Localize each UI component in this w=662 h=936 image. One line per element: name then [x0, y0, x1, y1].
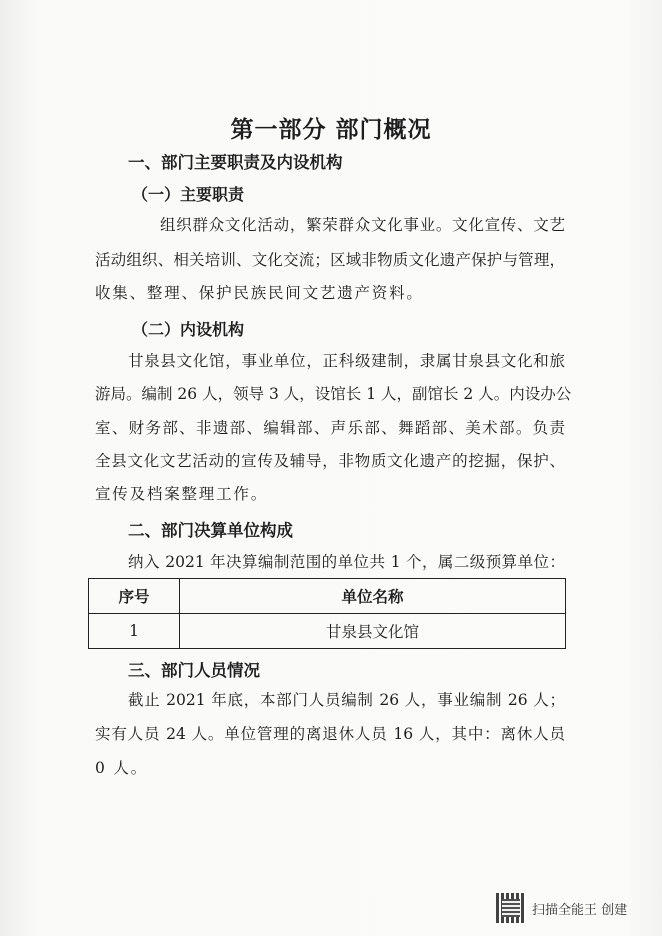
- cell-unit-name: 甘泉县文化馆: [180, 614, 566, 649]
- cell-index: 1: [89, 614, 180, 649]
- paragraph-line: 纳入 2021 年决算编制范围的单位共 1 个，属二级预算单位：: [128, 553, 565, 571]
- paragraph-line: 活动组织、相关培训、文化交流；区域非物质文化遗产保护与管理，: [95, 251, 565, 269]
- paragraph-line: 游局。编制 26 人，领导 3 人，设馆长 1 人，副馆长 2 人。内设办公: [95, 385, 572, 403]
- section2-heading: 二、部门决算单位构成: [128, 521, 293, 540]
- table-row: [89, 614, 566, 649]
- header-unit-name: 单位名称: [180, 579, 566, 614]
- table-header-row: [89, 579, 566, 614]
- section1-heading: 一、部门主要职责及内设机构: [128, 153, 343, 172]
- paragraph-line: 组织群众文化活动，繁荣群众文化事业。文化宣传、文艺: [160, 216, 565, 234]
- page-title: 第一部分 部门概况: [230, 117, 432, 143]
- paragraph-line: 0 人。: [95, 759, 148, 777]
- paragraph-line: 甘泉县文化馆，事业单位，正科级建制，隶属甘泉县文化和旅: [128, 352, 565, 370]
- paragraph-line: 收集、整理、保护民族民间文艺遗产资料。: [95, 284, 424, 302]
- qr-code-icon: [496, 893, 526, 923]
- duties-heading: （一）主要职责: [132, 185, 245, 204]
- paragraph-line: 实有人员 24 人。单位管理的离退休人员 16 人，其中：离休人员: [95, 725, 565, 743]
- internal-structure-heading: （二）内设机构: [132, 320, 245, 339]
- section3-heading: 三、部门人员情况: [128, 661, 260, 680]
- paragraph-line: 宣传及档案整理工作。: [95, 485, 269, 503]
- paragraph-line: 截止 2021 年底，本部门人员编制 26 人，事业编制 26 人；: [128, 691, 565, 709]
- header-index: 序号: [89, 579, 180, 614]
- budget-units-table: [88, 578, 566, 649]
- watermark-text: 扫描全能王 创建: [532, 902, 628, 918]
- scanner-watermark: [496, 893, 627, 923]
- paragraph-line: 全县文化文艺活动的宣传及辅导，非物质文化遗产的挖掘，保护、: [95, 452, 565, 470]
- paragraph-line: 室、财务部、非遗部、编辑部、声乐部、舞蹈部、美术部。负责: [95, 419, 565, 437]
